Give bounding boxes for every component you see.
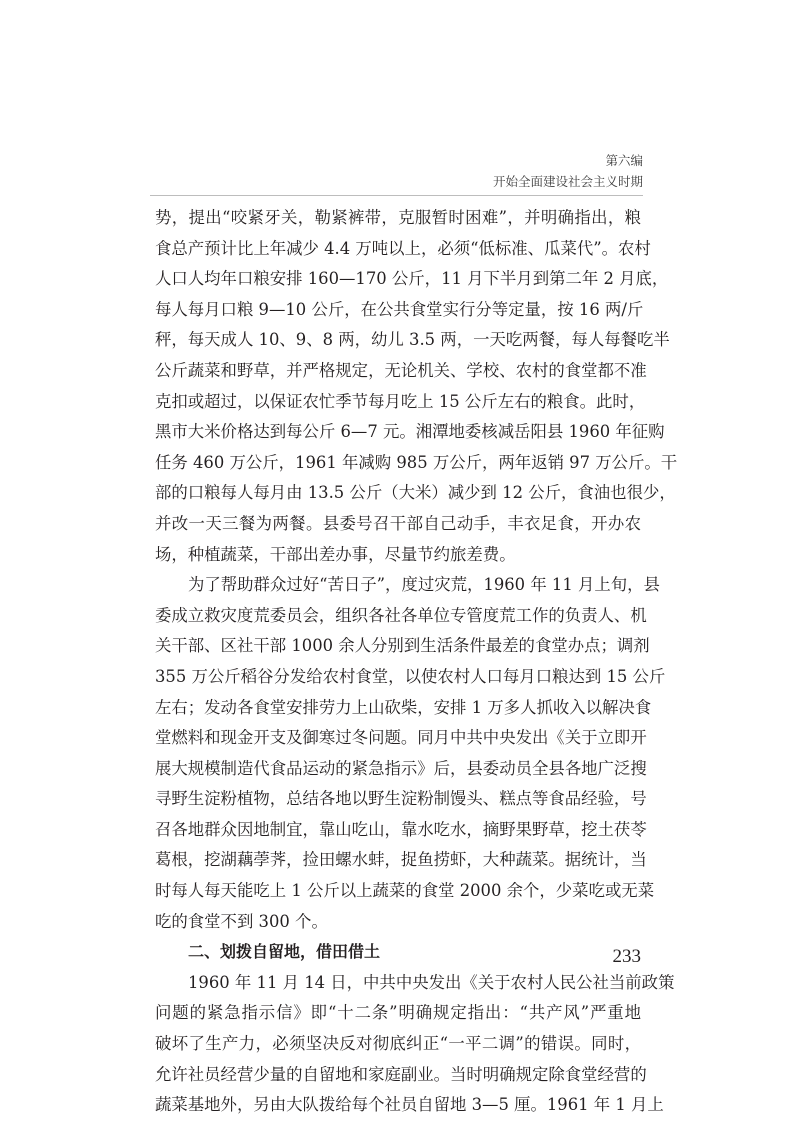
text-line: 每人每月口粮 9—10 公斤，在公共食堂实行分等定量，按 16 两/斤	[155, 299, 644, 319]
text-line: 秤，每天成人 10、9、8 两，幼儿 3.5 两，一天吃两餐，每人每餐吃半	[155, 330, 670, 350]
text-line: 召各地群众因地制宜，靠山吃山，靠水吃水，摘野果野草，挖土茯苓	[155, 819, 647, 839]
header-rule	[150, 195, 643, 196]
running-head-title: 开始全面建设社会主义时期	[492, 174, 643, 189]
text-line: 势，提出“咬紧牙关，勒紧裤带，克服暂时困难”，并明确指出，粮	[155, 208, 641, 227]
text-line: 左右；发动各食堂安排劳力上山砍柴，安排 1 万多人抓收入以解决食	[155, 697, 652, 717]
text-line: 任务 460 万公斤，1961 年减购 985 万公斤，两年返销 97 万公斤。干	[155, 452, 678, 472]
text-line: 为了帮助群众过好“苦日子”，度过灾荒，1960 年 11 月上旬，县	[188, 575, 660, 595]
text-line: 1960 年 11 月 14 日，中共中央发出《关于农村人民公社当前政策	[188, 972, 675, 992]
text-line: 葛根，挖湖藕荸荠，捡田螺水蚌，捉鱼捞虾，大种蔬菜。据统计，当	[155, 850, 647, 870]
page-number: 233	[612, 946, 641, 967]
section-heading: 二、划拨自留地，借田借土	[188, 942, 381, 962]
text-line: 允许社员经营少量的自留地和家庭副业。当时明确规定除食堂经营的	[155, 1064, 647, 1084]
text-line: 食总产预计比上年减少 4.4 万吨以上，必须“低标准、瓜菜代”。农村	[155, 238, 651, 258]
running-head	[493, 150, 643, 192]
text-line: 问题的紧急指示信》即“十二条”明确规定指出：“共产风”严重地	[155, 1003, 641, 1023]
text-line: 黑市大米价格达到每公斤 6—7 元。湘潭地委核减岳阳县 1960 年征购	[155, 422, 665, 442]
text-line: 场，种植蔬菜，干部出差办事，尽量节约旅差费。	[155, 544, 516, 564]
text-line: 公斤蔬菜和野草，并严格规定，无论机关、学校、农村的食堂都不准	[155, 360, 647, 380]
text-line: 人口人均年口粮安排 160—170 公斤，11 月下半月到第二年 2 月底，	[155, 269, 669, 289]
text-line: 展大规模制造代食品运动的紧急指示》后，县委动员全县各地广泛搜	[155, 758, 647, 778]
text-line: 吃的食堂不到 300 个。	[155, 911, 328, 931]
text-line: 部的口粮每人每月由 13.5 公斤（大米）减少到 12 公斤，食油也很少，	[155, 483, 676, 503]
text-line: 时每人每天能吃上 1 公斤以上蔬菜的食堂 2000 余个，少菜吃或无菜	[155, 881, 655, 901]
text-line: 委成立救灾度荒委员会，组织各社各单位专管度荒工作的负责人、机	[155, 605, 647, 625]
text-line: 寻野生淀粉植物，总结各地以野生淀粉制馒头、糕点等食品经验，号	[155, 789, 647, 809]
running-head-part: 第六编	[605, 153, 643, 168]
body-text	[155, 203, 678, 1121]
text-line: 克扣或超过，以保证农忙季节每月吃上 15 公斤左右的粮食。此时，	[155, 391, 646, 411]
text-line: 蔬菜基地外，另由大队拨给每个社员自留地 3—5 厘。1961 年 1 月上	[155, 1095, 664, 1115]
text-line: 并改一天三餐为两餐。县委号召干部自己动手，丰衣足食，开办农	[155, 513, 641, 533]
text-line: 355 万公斤稻谷分发给农村食堂，以使农村人口每月口粮达到 15 公斤	[155, 666, 666, 686]
text-line: 堂燃料和现金开支及御寒过冬问题。同月中共中央发出《关于立即开	[155, 728, 647, 748]
text-line: 关干部、区社干部 1000 余人分别到生活条件最差的食堂办点；调剂	[155, 636, 650, 656]
text-line: 破坏了生产力，必须坚决反对彻底纠正“一平二调”的错误。同时，	[155, 1034, 641, 1054]
